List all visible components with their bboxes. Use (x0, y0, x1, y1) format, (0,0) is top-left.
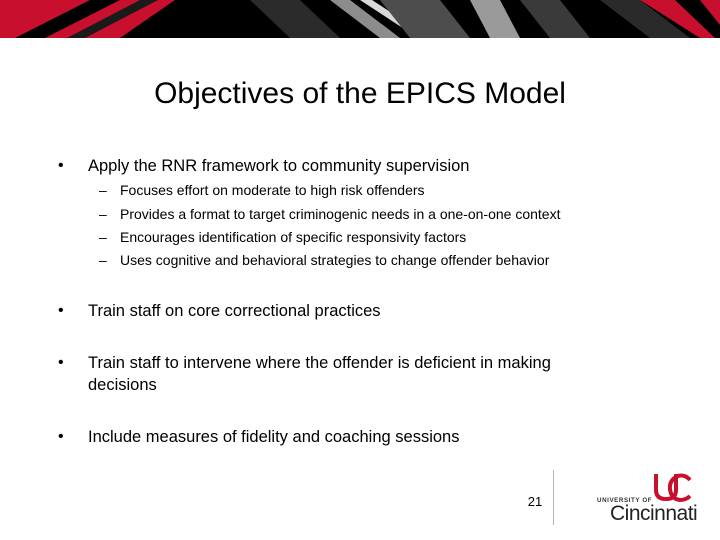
bullet-marker: • (58, 302, 64, 319)
logo-upper-text: UNIVERSITY OF (597, 497, 653, 504)
logo-city-text: Cincinnati (610, 502, 698, 525)
subbullet-marker: – (99, 229, 107, 245)
subbullet-marker: – (99, 182, 107, 198)
subbullet-text: Encourages identification of specific responsivity factors (120, 229, 467, 245)
uc-monogram-icon (652, 472, 692, 502)
bullet-marker: • (58, 354, 64, 371)
bullet-marker: • (58, 428, 64, 445)
bullet-text: Include measures of fidelity and coaching sessions (88, 428, 460, 446)
subbullet-text: Focuses effort on moderate to high risk offenders (120, 182, 425, 198)
university-logo (592, 470, 704, 528)
slide-title: Objectives of the EPICS Model (154, 77, 566, 110)
footer-divider (553, 470, 554, 525)
bullet-text: Train staff to intervene where the offender is deficient in making decisions (88, 354, 551, 394)
subbullet-text: Provides a format to target criminogenic needs in a one-on-one context (120, 206, 561, 222)
page-number: 21 (527, 494, 543, 509)
bullet-text: Train staff on core correctional practices (88, 302, 381, 320)
bullet-text: Apply the RNR framework to community supervision (88, 157, 470, 175)
bullet-marker: • (58, 157, 64, 174)
subbullet-marker: – (99, 252, 107, 268)
subbullet-text: Uses cognitive and behavioral strategies to change offender behavior (120, 252, 550, 268)
subbullet-marker: – (99, 206, 107, 222)
top-banner (0, 0, 720, 38)
